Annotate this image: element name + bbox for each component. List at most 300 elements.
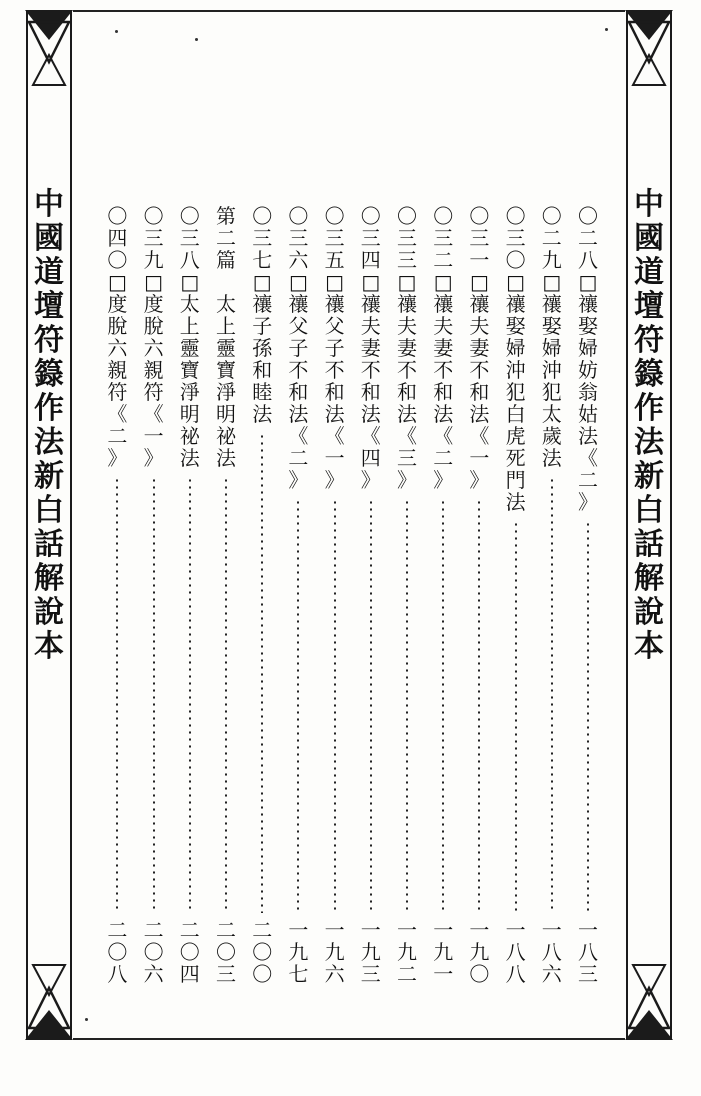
toc-title-char: 祕 [216,424,236,448]
toc-title-char: 沖 [505,358,526,382]
toc-entry-page [506,919,526,985]
toc-page-char: 一 [505,918,526,942]
toc-title-char: □ [144,270,164,294]
toc-title-char: 》 [360,468,381,492]
toc-entry-title [107,205,127,469]
toc-page-char: 二 [216,918,236,942]
toc-title-char: 法 [179,446,200,470]
toc-title-char: 二 [288,446,309,470]
toc-title-char: □ [542,270,562,294]
toc-title-char: 和 [288,380,309,404]
toc-entry-page [252,919,272,985]
toc-title-char: 〇 [505,204,526,228]
toc-page-char: 一 [469,918,490,942]
toc-title-char: 婦 [578,336,598,360]
toc-title-char: 》 [469,468,490,492]
toc-entry-title [180,205,200,469]
toc-entry-title [216,205,236,469]
toc-title-char: 〇 [143,204,164,228]
toc-page-char: 二 [107,918,128,942]
toc-title-char: 三 [397,446,417,470]
toc-title-char: 禳 [288,292,309,316]
title-char: 道 [634,255,664,290]
toc-entry-title [506,205,526,513]
toc-title-char: 九 [541,248,562,272]
toc-page-char: 八 [505,940,526,964]
toc-title-char: □ [107,270,127,294]
toc-page-char: 九 [324,940,345,964]
toc-entry [499,205,533,985]
toc-page-char: 九 [360,940,381,964]
toc-title-char: 淨 [216,380,236,404]
toc-page-char: 一 [578,918,598,942]
toc-page-char: 九 [397,940,417,964]
toc-title-char: 明 [179,402,200,426]
toc-title-char: 《 [288,424,309,448]
toc-title-char: 符 [107,380,128,404]
toc-title-char: 》 [578,490,598,514]
toc-dot-leader [153,477,155,913]
title-char: 中 [34,187,64,222]
toc-title-char: 《 [360,424,381,448]
title-char: 白 [634,493,664,528]
title-char: 壇 [634,289,664,324]
title-char: 說 [634,595,664,630]
toc-title-char: 法 [324,402,345,426]
toc-title-char: □ [578,270,598,294]
toc-title-char: 太 [216,292,236,316]
toc-title-char: □ [469,270,489,294]
toc-title-char: 一 [469,446,490,470]
toc-dot-leader [116,477,118,913]
toc-title-char: 《 [433,424,454,448]
toc-title-char: 脫 [107,314,128,338]
toc-page-char: 〇 [179,940,200,964]
toc-title-char: 禳 [469,292,490,316]
toc-title-char: 夫 [433,314,454,338]
toc-title-char: 翁 [578,380,598,404]
title-char: 本 [34,629,64,664]
toc-entry [462,205,496,985]
toc-title-char: 三 [469,226,490,250]
toc-title-char: 妻 [469,336,490,360]
toc-title-char: □ [288,270,308,294]
toc-title-char: 不 [397,358,417,382]
toc-title-char: 〇 [469,204,490,228]
toc-page-char: 〇 [143,940,164,964]
toc-title-char: 父 [288,314,309,338]
toc-title-char: 》 [143,446,164,470]
toc-title-char: 七 [252,248,273,272]
toc-title-char: 和 [324,380,345,404]
toc-dot-leader [225,477,227,913]
toc-title-char: 婦 [505,336,526,360]
toc-title-char: 六 [288,248,309,272]
title-char: 作 [34,391,64,426]
toc-title-char: 三 [288,226,309,250]
toc-title-char: 禳 [433,292,454,316]
toc-entry-title [542,205,562,469]
toc-entry-title [144,205,164,469]
toc-title-char: 〇 [107,204,128,228]
toc-entry-title [325,205,345,491]
toc-title-char: 法 [360,402,381,426]
toc-page-char: 二 [143,918,164,942]
toc-page-char: 八 [505,962,526,986]
toc-page-char: 二 [179,918,200,942]
title-char: 本 [634,629,664,664]
toc-dot-leader [587,521,589,913]
toc-title-char: 二 [541,226,562,250]
toc-title-char: 〇 [107,248,128,272]
toc-title-char [216,271,236,293]
toc-title-char: 脫 [143,314,164,338]
toc-title-char: 八 [578,248,598,272]
toc-entry-title [397,205,417,491]
title-char: 解 [634,561,664,596]
book-page [25,10,673,1040]
toc-title-char: 不 [469,358,490,382]
toc-title-char: 〇 [397,204,417,228]
title-char: 說 [34,595,64,630]
toc-page-char: 二 [252,918,273,942]
scan-speck [195,38,198,41]
toc-title-char: 寶 [179,358,200,382]
toc-page-char: 八 [578,940,598,964]
toc-entry [571,205,605,985]
toc-title-char: 篇 [216,248,236,272]
toc-title-char: 法 [252,402,273,426]
toc-title-char: 門 [505,468,526,492]
toc-title-char: 一 [324,446,345,470]
toc-title-char: 子 [324,336,345,360]
toc-title-char: 〇 [505,248,526,272]
title-char: 白 [34,493,64,528]
toc-entry-page [361,919,381,985]
toc-title-char: 親 [107,358,128,382]
toc-title-char: 妨 [578,358,598,382]
toc-title-char: 》 [324,468,345,492]
toc-entry [390,205,424,985]
toc-page-char: 三 [360,962,381,986]
toc-entry-page [288,919,308,985]
toc-title-char: 》 [433,468,454,492]
toc-title-char: 和 [433,380,454,404]
toc-title-char: 子 [252,314,273,338]
toc-entry-title [578,205,598,513]
toc-title-char: 法 [541,446,562,470]
toc-title-char: 上 [179,314,200,338]
toc-page-char: 六 [143,962,164,986]
toc-title-char: 《 [143,402,164,426]
toc-page-char: 六 [324,962,345,986]
toc-title-char: 二 [433,248,454,272]
toc-page-char: 九 [469,940,490,964]
toc-title-char: 〇 [578,204,598,228]
toc-title-char: 虎 [505,424,526,448]
toc-title-char: 三 [252,226,273,250]
toc-page-char: 一 [433,918,454,942]
toc-title-char: 二 [107,424,128,448]
toc-entry-title [469,205,489,491]
toc-title-char: 死 [505,446,526,470]
toc-title-char: 》 [107,446,128,470]
toc-page-char: 〇 [252,962,273,986]
toc-title-char: 二 [578,468,598,492]
toc-page-char: 〇 [216,940,236,964]
toc-title-char: 禳 [252,292,273,316]
toc-title-char: 和 [360,380,381,404]
toc-entry [354,205,388,985]
toc-title-char: 六 [143,336,164,360]
toc-page-char: 一 [433,962,454,986]
toc-entry-page [325,919,345,985]
toc-title-char: 》 [397,468,417,492]
toc-title-char: 睦 [252,380,273,404]
toc-page-char: 八 [107,962,128,986]
toc-title-char: □ [325,270,345,294]
toc-title-char: 〇 [360,204,381,228]
toc-title-char: 二 [578,226,598,250]
toc-title-char: 父 [324,314,345,338]
toc-page-char: 九 [433,940,454,964]
title-char: 解 [34,561,64,596]
toc-page-char: 四 [179,962,200,986]
toc-title-char: 第 [216,204,236,228]
title-char: 中 [634,187,664,222]
toc-entry-title [288,205,308,491]
toc-page-char: 一 [360,918,381,942]
right-book-title [625,188,673,664]
toc-title-char: 夫 [360,314,381,338]
toc-title-char: 一 [469,248,490,272]
toc-title-char: 和 [397,380,417,404]
toc-page-char: 七 [288,962,309,986]
toc-title-char: 禳 [324,292,345,316]
toc-entry-page [469,919,489,985]
toc-title-char: 夫 [469,314,490,338]
toc-title-char: 符 [143,380,164,404]
toc-dot-leader [334,499,336,913]
toc-title-char: 靈 [216,336,236,360]
toc-dot-leader [189,477,191,913]
toc-title-char: 《 [107,402,128,426]
toc-entry-page [144,919,164,985]
toc-title-char: 〇 [288,204,309,228]
toc-page-char: 一 [541,918,562,942]
toc-title-char: 二 [216,226,236,250]
toc-title-char: 三 [179,226,200,250]
toc-title-char: □ [433,270,453,294]
toc-page-char: 一 [397,918,417,942]
scan-speck [605,28,608,31]
toc-page-char: 九 [288,940,309,964]
title-char: 國 [34,221,64,256]
toc-entry [173,205,207,985]
toc-title-char: 犯 [505,380,526,404]
toc-title-char: 沖 [541,358,562,382]
toc-entry-title [252,205,272,425]
right-title-band [625,10,673,1040]
toc-title-char: 四 [360,248,381,272]
toc-title-char: 度 [143,292,164,316]
scan-speck [115,30,118,33]
toc-entry [426,205,460,985]
toc-title-char: 〇 [433,204,454,228]
toc-title-char: 和 [469,380,490,404]
toc-title-char: 九 [143,248,164,272]
toc-title-char: 靈 [179,336,200,360]
toc-title-char: 〇 [179,204,200,228]
title-char: 新 [34,459,64,494]
left-title-band [25,10,73,1040]
title-char: 符 [34,323,64,358]
toc-title-char: 白 [505,402,526,426]
title-char: 壇 [34,289,64,324]
toc-title-char: 法 [505,490,526,514]
toc-title-char: 三 [324,226,345,250]
toc-entry-page [578,919,598,985]
toc-title-char: 寶 [216,358,236,382]
toc-title-char: 太 [179,292,200,316]
title-char: 話 [634,527,664,562]
toc-title-char: 二 [433,446,454,470]
toc-title-char: 妻 [397,336,417,360]
toc-title-char: 六 [107,336,128,360]
toc-title-char: 法 [288,402,309,426]
table-of-contents [107,204,605,986]
toc-entry [318,205,352,985]
toc-title-char: 〇 [324,204,345,228]
toc-page-char: 一 [288,918,309,942]
toc-title-char: 《 [397,424,417,448]
toc-title-char: 法 [397,402,417,426]
toc-entry [100,205,134,985]
toc-title-char: 度 [107,292,128,316]
toc-title-char: 三 [433,226,454,250]
top-border [73,10,625,12]
toc-title-char: 八 [179,248,200,272]
toc-dot-leader [370,499,372,913]
title-char: 話 [34,527,64,562]
toc-title-char: 不 [360,358,381,382]
toc-dot-leader [442,499,444,913]
toc-title-char: 太 [541,402,562,426]
toc-title-char: 《 [469,424,490,448]
toc-page-char: 八 [541,940,562,964]
toc-entry-title [361,205,381,491]
toc-title-char: □ [397,270,417,294]
toc-title-char: 三 [143,226,164,250]
toc-title-char: 禳 [397,292,417,316]
toc-title-char: □ [361,270,381,294]
toc-entry-page [397,919,417,985]
title-char: 道 [34,255,64,290]
toc-title-char: 》 [288,468,309,492]
toc-title-char: 法 [578,424,598,448]
toc-entry-title [433,205,453,491]
toc-title-char: 子 [288,336,309,360]
toc-title-char: 三 [397,248,417,272]
toc-entry [137,205,171,985]
toc-title-char: 歲 [541,424,562,448]
toc-title-char: 〇 [252,204,273,228]
toc-page-char: 〇 [107,940,128,964]
toc-dot-leader [551,477,553,913]
title-char: 新 [634,459,664,494]
toc-title-char: 淨 [179,380,200,404]
toc-entry [535,205,569,985]
toc-entry-page [180,919,200,985]
toc-title-char: 四 [107,226,128,250]
toc-dot-leader [297,499,299,913]
toc-title-char: 妻 [360,336,381,360]
toc-title-char: 法 [216,446,236,470]
toc-title-char: 不 [288,358,309,382]
toc-page-char: 六 [541,962,562,986]
toc-title-char: 一 [143,424,164,448]
toc-title-char: 《 [578,446,598,470]
toc-title-char: 娶 [541,314,562,338]
toc-dot-leader [261,433,263,913]
toc-title-char: 夫 [397,314,417,338]
title-char: 符 [634,323,664,358]
toc-title-char: 禳 [578,292,598,316]
toc-title-char: 祕 [179,424,200,448]
toc-title-char: □ [180,270,200,294]
toc-title-char: 不 [324,358,345,382]
toc-title-char: 上 [216,314,236,338]
title-char: 法 [634,425,664,460]
toc-title-char: 姑 [578,402,598,426]
left-book-title [25,188,73,664]
toc-title-char: 三 [397,226,417,250]
toc-dot-leader [515,521,517,913]
toc-title-char: 《 [324,424,345,448]
scan-speck [85,1018,88,1021]
toc-title-char: 〇 [541,204,562,228]
toc-entry-page [216,919,236,985]
title-char: 法 [34,425,64,460]
toc-entry [281,205,315,985]
toc-title-char: 孫 [252,336,273,360]
toc-title-char: 不 [433,358,454,382]
toc-title-char: 五 [324,248,345,272]
title-char: 作 [634,391,664,426]
toc-entry [209,205,243,985]
toc-title-char: 三 [360,226,381,250]
toc-title-char: 法 [433,402,454,426]
toc-entry [245,205,279,985]
toc-title-char: 四 [360,446,381,470]
toc-title-char: 禳 [505,292,526,316]
toc-title-char: 婦 [541,336,562,360]
toc-entry-page [107,919,127,985]
toc-title-char: 和 [252,358,273,382]
toc-page-char: 〇 [252,940,273,964]
toc-title-char: □ [252,270,272,294]
toc-entry-page [433,919,453,985]
toc-page-char: 〇 [469,962,490,986]
toc-title-char: 親 [143,358,164,382]
toc-title-char: 妻 [433,336,454,360]
title-char: 國 [634,221,664,256]
toc-title-char: 禳 [541,292,562,316]
toc-page-char: 二 [397,962,417,986]
toc-title-char: 禳 [360,292,381,316]
toc-entry-page [542,919,562,985]
toc-dot-leader [478,499,480,913]
